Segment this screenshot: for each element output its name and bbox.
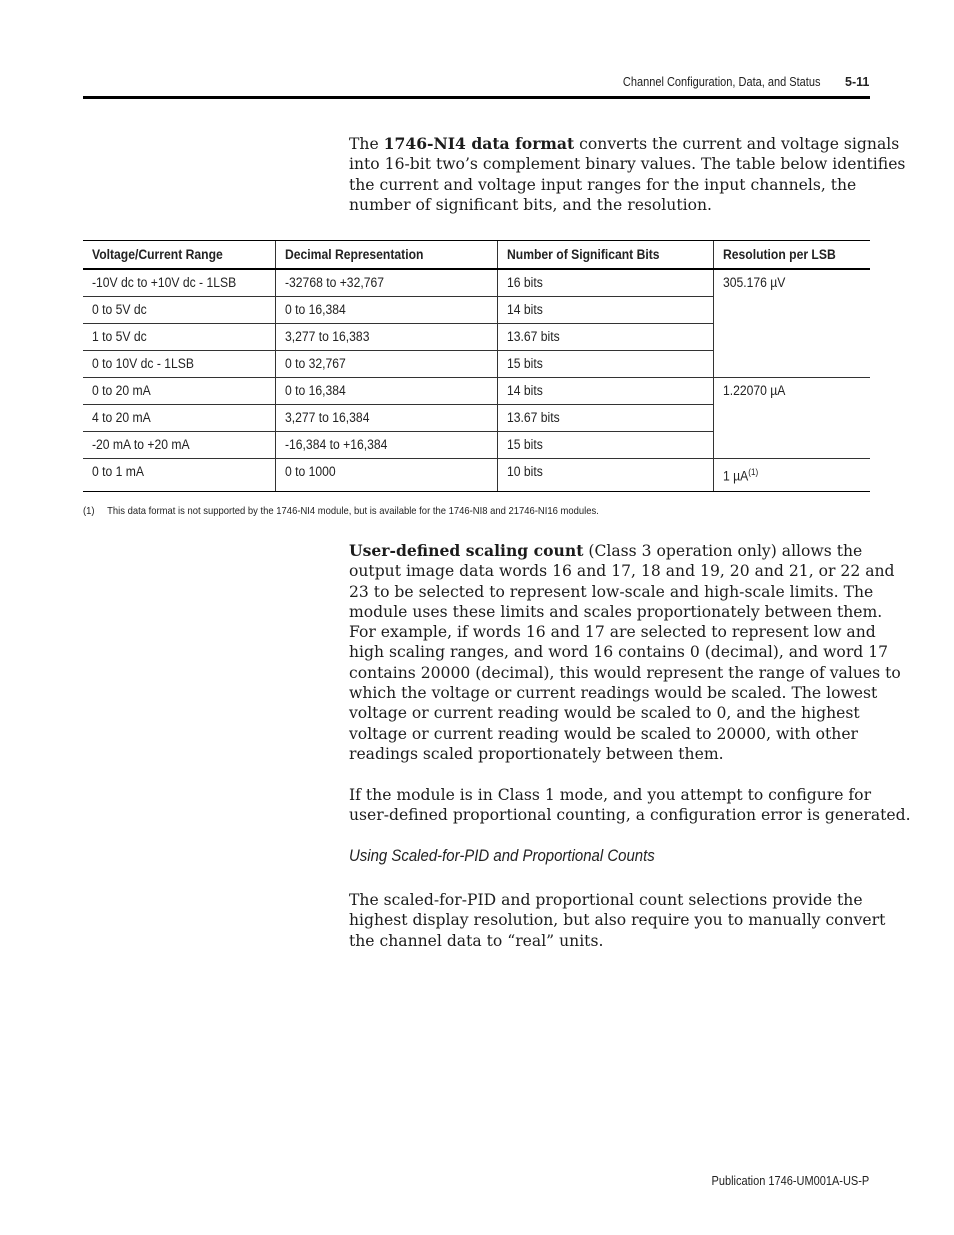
table-footnote: [83, 505, 599, 517]
header-rule: [83, 96, 870, 99]
footnote-text: This data format is not supported by the 1746-NI4 module, but is available for the 1746-NI8 and 21746-NI16 modules.: [107, 505, 599, 517]
scaling-line: readings scaled proportionately between them.: [349, 744, 724, 763]
table-cell-bits: 15 bits: [497, 431, 713, 458]
table-cell-range: -10V dc to +10V dc - 1LSB: [83, 269, 275, 296]
publication-footer: Publication 1746-UM001A-US-P: [711, 1174, 869, 1188]
pid-line: the channel data to “real” units.: [349, 931, 604, 950]
table-cell-range: 0 to 10V dc - 1LSB: [83, 350, 275, 377]
running-header-title: Channel Configuration, Data, and Status: [622, 75, 820, 89]
table-cell-range: 1 to 5V dc: [83, 323, 275, 350]
table-cell-range: 0 to 1 mA: [83, 458, 275, 491]
scaling-line: contains 20000 (decimal), this would represent the range of values to: [349, 663, 901, 682]
table-cell-bits: 16 bits: [497, 269, 713, 296]
pid-line: highest display resolution, but also require you to manually convert: [349, 911, 886, 930]
class1-line: user-defined proportional counting, a configuration error is generated.: [349, 806, 911, 825]
table-cell-decimal: 0 to 16,384: [275, 377, 497, 404]
scaling-paragraph: [349, 541, 901, 764]
scaling-line: output image data words 16 and 17, 18 and 19, 20 and 21, or 22 and: [349, 562, 895, 581]
table-row: [83, 458, 870, 491]
table-cell-decimal: -16,384 to +16,384: [275, 431, 497, 458]
table-cell-range: -20 mA to +20 mA: [83, 431, 275, 458]
scaling-line-1: (Class 3 operation only) allows the: [583, 542, 863, 560]
table-cell-resolution: 1.22070 µA: [713, 377, 870, 458]
table-cell-resolution: 1 µA$^{(1)}$: [713, 458, 870, 491]
table-cell-decimal: 3,277 to 16,383: [275, 323, 497, 350]
intro-paragraph: [349, 134, 906, 215]
intro-line-2: into 16-bit two’s complement binary values. The table below identifies: [349, 155, 906, 174]
scaling-line: voltage or current reading would be scaled to 20000, with other: [349, 724, 858, 743]
table-cell-decimal: 0 to 16,384: [275, 296, 497, 323]
table-cell-bits: 10 bits: [497, 458, 713, 491]
table-row: [83, 269, 870, 296]
scaling-line: high scaling ranges, and word 16 contains 0 (decimal), and word 17: [349, 643, 889, 662]
footnote-reference: (1): [747, 466, 758, 477]
data-format-table: [83, 240, 870, 492]
table-cell-resolution: 305.176 µV: [713, 269, 870, 377]
scaling-bold-term: User-defined scaling count: [349, 541, 584, 560]
column-header: Voltage/Current Range: [83, 241, 275, 270]
table-cell-bits: 15 bits: [497, 350, 713, 377]
scaling-line: voltage or current reading would be scaled to 0, and the highest: [349, 704, 860, 723]
page-number: 5-11: [845, 75, 870, 89]
pid-line: The scaled-for-PID and proportional count selections provide the: [349, 891, 863, 909]
table-cell-range: 0 to 20 mA: [83, 377, 275, 404]
table-cell-decimal: 0 to 1000: [275, 458, 497, 491]
footnote-mark: (1): [83, 505, 95, 517]
table-cell-range: 4 to 20 mA: [83, 404, 275, 431]
table-cell-decimal: 3,277 to 16,384: [275, 404, 497, 431]
table-cell-range: 0 to 5V dc: [83, 296, 275, 323]
table-row: [83, 377, 870, 404]
pid-paragraph: [349, 890, 886, 951]
section-subheading: Using Scaled-for-PID and Proportional Counts: [349, 846, 655, 865]
intro-line-3: the current and voltage input ranges for the input channels, the: [349, 175, 857, 194]
intro-prefix: The: [349, 135, 384, 153]
table-cell-decimal: 0 to 32,767: [275, 350, 497, 377]
intro-line-1: converts the current and voltage signals: [574, 135, 900, 153]
intro-bold-term: 1746-NI4 data format: [383, 134, 575, 153]
column-header: Decimal Representation: [275, 241, 497, 270]
table-cell-bits: 13.67 bits: [497, 323, 713, 350]
scaling-line: 23 to be selected to represent low-scale and high-scale limits. The: [349, 582, 874, 601]
table-header-row: [83, 241, 870, 270]
scaling-line: which the voltage or current readings would be scaled. The lowest: [349, 684, 878, 703]
class1-paragraph: [349, 785, 911, 826]
table-cell-decimal: -32768 to +32,767: [275, 269, 497, 296]
scaling-line: For example, if words 16 and 17 are selected to represent low and: [349, 623, 876, 642]
table-cell-bits: 14 bits: [497, 296, 713, 323]
intro-line-4: number of significant bits, and the resolution.: [349, 195, 712, 214]
table-cell-bits: 13.67 bits: [497, 404, 713, 431]
table-cell-bits: 14 bits: [497, 377, 713, 404]
column-header: Number of Significant Bits: [497, 241, 713, 270]
scaling-line: module uses these limits and scales proportionately between them.: [349, 602, 883, 621]
class1-line: If the module is in Class 1 mode, and you attempt to configure for: [349, 786, 872, 804]
column-header: Resolution per LSB: [713, 241, 870, 270]
